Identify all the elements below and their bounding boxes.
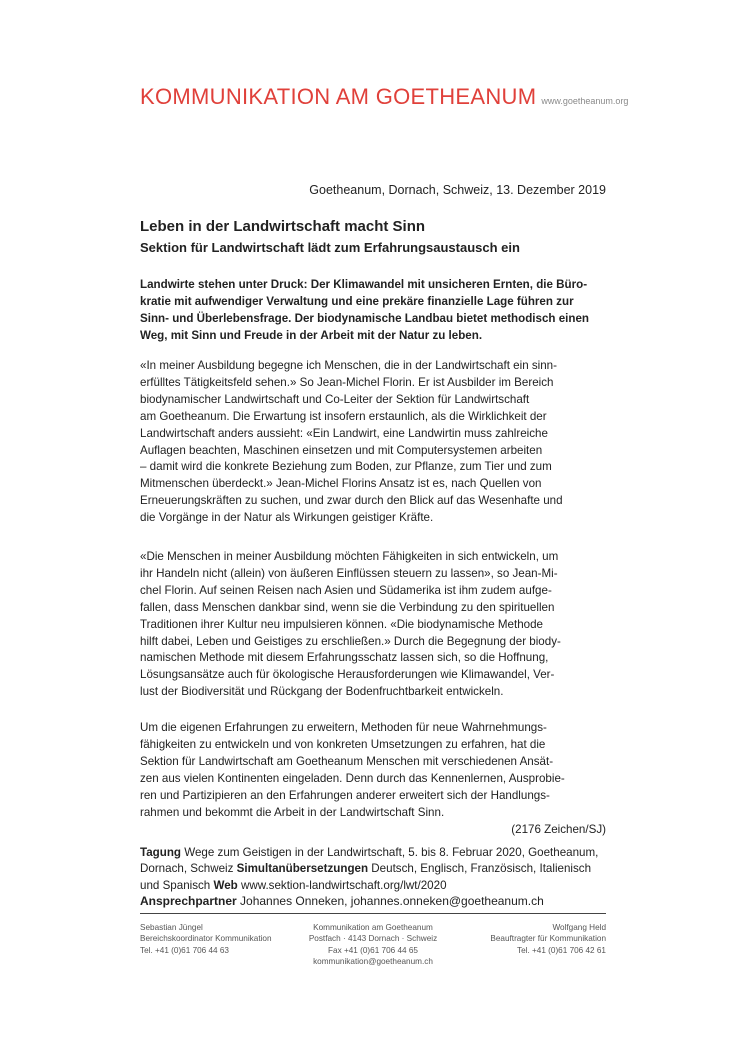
headline: Leben in der Landwirtschaft macht Sinn — [140, 218, 426, 235]
paragraph-line: Erneuerungskräften zu suchen, und zwar durch den Blick auf das Wesenhafte und — [140, 494, 563, 508]
paragraph-line: fallen, dass Menschen dankbar sind, wenn sie die Verbindung zu den spirituellen — [140, 600, 555, 614]
paragraph-line: Landwirtschaft anders aussieht: «Ein Landwirt, eine Landwirtin muss zahlreiche — [140, 426, 548, 440]
footer-email[interactable]: kommunikation@goetheanum.ch — [313, 956, 433, 966]
tagung-label: Tagung — [140, 846, 181, 859]
lead-line: Landwirte stehen unter Druck: Der Klimawandel mit unsicheren Ernten, die Büro- — [140, 278, 588, 291]
paragraph-line: Mitmenschen überdeckt.» Jean-Michel Florins Ansatz ist es, nach Quellen von — [140, 477, 542, 491]
paragraph-line: – damit wird die konkrete Beziehung zum Boden, zur Pflanze, zum Tier und zum — [140, 460, 552, 474]
lead-paragraph — [140, 276, 606, 344]
web-label: Web — [213, 878, 238, 892]
paragraph-line: chel Florin. Auf seinen Reisen nach Asien und Südamerika ist ihm zudem aufge- — [140, 583, 552, 597]
lead-line: kratie mit aufwendiger Verwaltung und eine prekäre finanzielle Lage führen zur — [140, 295, 574, 309]
paragraph-line: Sektion für Landwirtschaft am Goetheanum Menschen mit verschiedenen Ansät- — [140, 754, 554, 768]
footer-role: Beauftragter für Kommunikation — [490, 934, 606, 944]
paragraph-line: zen aus vielen Kontinenten eingeladen. Denn durch das Kennenlernen, Ausprobie- — [140, 771, 565, 785]
brand-url[interactable]: www.goetheanum.org — [541, 96, 629, 106]
footer-name: Sebastian Jüngel — [140, 923, 203, 932]
paragraph-line: Um die eigenen Erfahrungen zu erweitern, Methoden für neue Wahrnehmungs- — [140, 721, 547, 734]
footer-address: Postfach · 4143 Dornach · Schweiz — [308, 934, 438, 944]
paragraph-line: biodynamischer Landwirtschaft und Co-Leiter der Sektion für Landwirtschaft — [140, 392, 530, 406]
paragraph-line: «In meiner Ausbildung begegne ich Menschen, die in der Landwirtschaft ein sinn- — [140, 359, 557, 372]
paragraph-line: erfülltes Tätigkeitsfeld sehen.» So Jean-Michel Florin. Er ist Ausbilder im Bereich — [140, 375, 554, 389]
dateline: Goetheanum, Dornach, Schweiz, 13. Dezember 2019 — [309, 183, 606, 197]
footer-divider — [140, 913, 606, 914]
footer-org: Kommunikation am Goetheanum — [313, 923, 433, 932]
lead-line: Weg, mit Sinn und Freude in der Arbeit mit der Natur zu leben. — [140, 329, 483, 343]
brand-name: KOMMUNIKATION AM GOETHEANUM — [140, 84, 537, 109]
footer-center-address — [280, 922, 466, 967]
translations-text: Deutsch, Englisch, Französisch, Italienisch und Spanisch — [140, 862, 592, 892]
paragraph-line: Lösungsansätze auch für ökologische Herausforderungen wie Klimawandel, Ver- — [140, 668, 555, 682]
body-paragraph-3 — [140, 720, 606, 821]
tagung-text: Wege zum Geistigen in der Landwirtschaft, 5. bis 8. Februar 2020, Goetheanum, Dornach, Schweiz — [140, 846, 599, 876]
footer-left-contact — [140, 922, 272, 956]
letterhead — [140, 84, 628, 110]
paragraph-line: hilft dabei, Leben und Geistiges zu erschließen.» Durch die Begegnung der biody- — [140, 634, 561, 648]
paragraph-line: lust der Biodiversität und Rückgang der Bodenfruchtbarkeit entwickeln. — [140, 685, 504, 699]
footer-role: Bereichskoordinator Kommunikation — [140, 934, 272, 944]
footer-name: Wolfgang Held — [552, 923, 606, 932]
footer-right-contact — [490, 922, 606, 956]
character-count: (2176 Zeichen/SJ) — [511, 823, 606, 836]
event-info — [140, 845, 606, 894]
paragraph-line: rahmen und bekommt die Arbeit in der Landwirtschaft Sinn. — [140, 805, 445, 819]
paragraph-line: fähigkeiten zu entwickeln und von konkreten Umsetzungen zu erfahren, hat die — [140, 737, 546, 751]
lead-line: Sinn- und Überlebensfrage. Der biodynamische Landbau bietet methodisch einen — [140, 312, 590, 326]
paragraph-line: Auflagen beachten, Maschinen einsetzen und mit Computersystemen arbeiten — [140, 443, 543, 457]
contact-person — [140, 894, 544, 908]
paragraph-line: ren und Partizipieren an den Erfahrungen anderer erweitert sich der Handlungs- — [140, 788, 550, 802]
translations-label: Simultanübersetzungen — [236, 862, 369, 876]
footer-phone: Tel. +41 (0)61 706 44 63 — [140, 945, 229, 955]
contact-text[interactable]: Johannes Onneken, johannes.onneken@goetheanum.ch — [236, 894, 544, 908]
contact-label: Ansprechpartner — [140, 894, 237, 908]
footer-phone: Tel. +41 (0)61 706 42 61 — [517, 945, 606, 955]
footer-fax: Fax +41 (0)61 706 44 65 — [328, 945, 418, 955]
paragraph-line: die Vorgänge in der Natur als Wirkungen geistiger Kräfte. — [140, 511, 434, 525]
paragraph-line: namischen Methode mit diesem Erfahrungsschatz lassen sich, so die Hoffnung, — [140, 651, 549, 665]
paragraph-line: ihr Handeln nicht (allein) von äußeren Einflüssen steuern zu lassen», so Jean-Mi- — [140, 566, 558, 580]
paragraph-line: am Goetheanum. Die Erwartung ist insofern erstaunlich, als die Wirklichkeit der — [140, 409, 547, 423]
web-link[interactable]: www.sektion-landwirtschaft.org/lwt/2020 — [237, 878, 447, 892]
subheadline: Sektion für Landwirtschaft lädt zum Erfahrungsaustausch ein — [140, 240, 520, 255]
paragraph-line: Traditionen ihrer Kultur neu impulsieren können. «Die biodynamische Methode — [140, 617, 544, 631]
body-paragraph-1 — [140, 358, 606, 527]
body-paragraph-2 — [140, 549, 606, 701]
paragraph-line: «Die Menschen in meiner Ausbildung möchten Fähigkeiten in sich entwickeln, um — [140, 550, 559, 563]
